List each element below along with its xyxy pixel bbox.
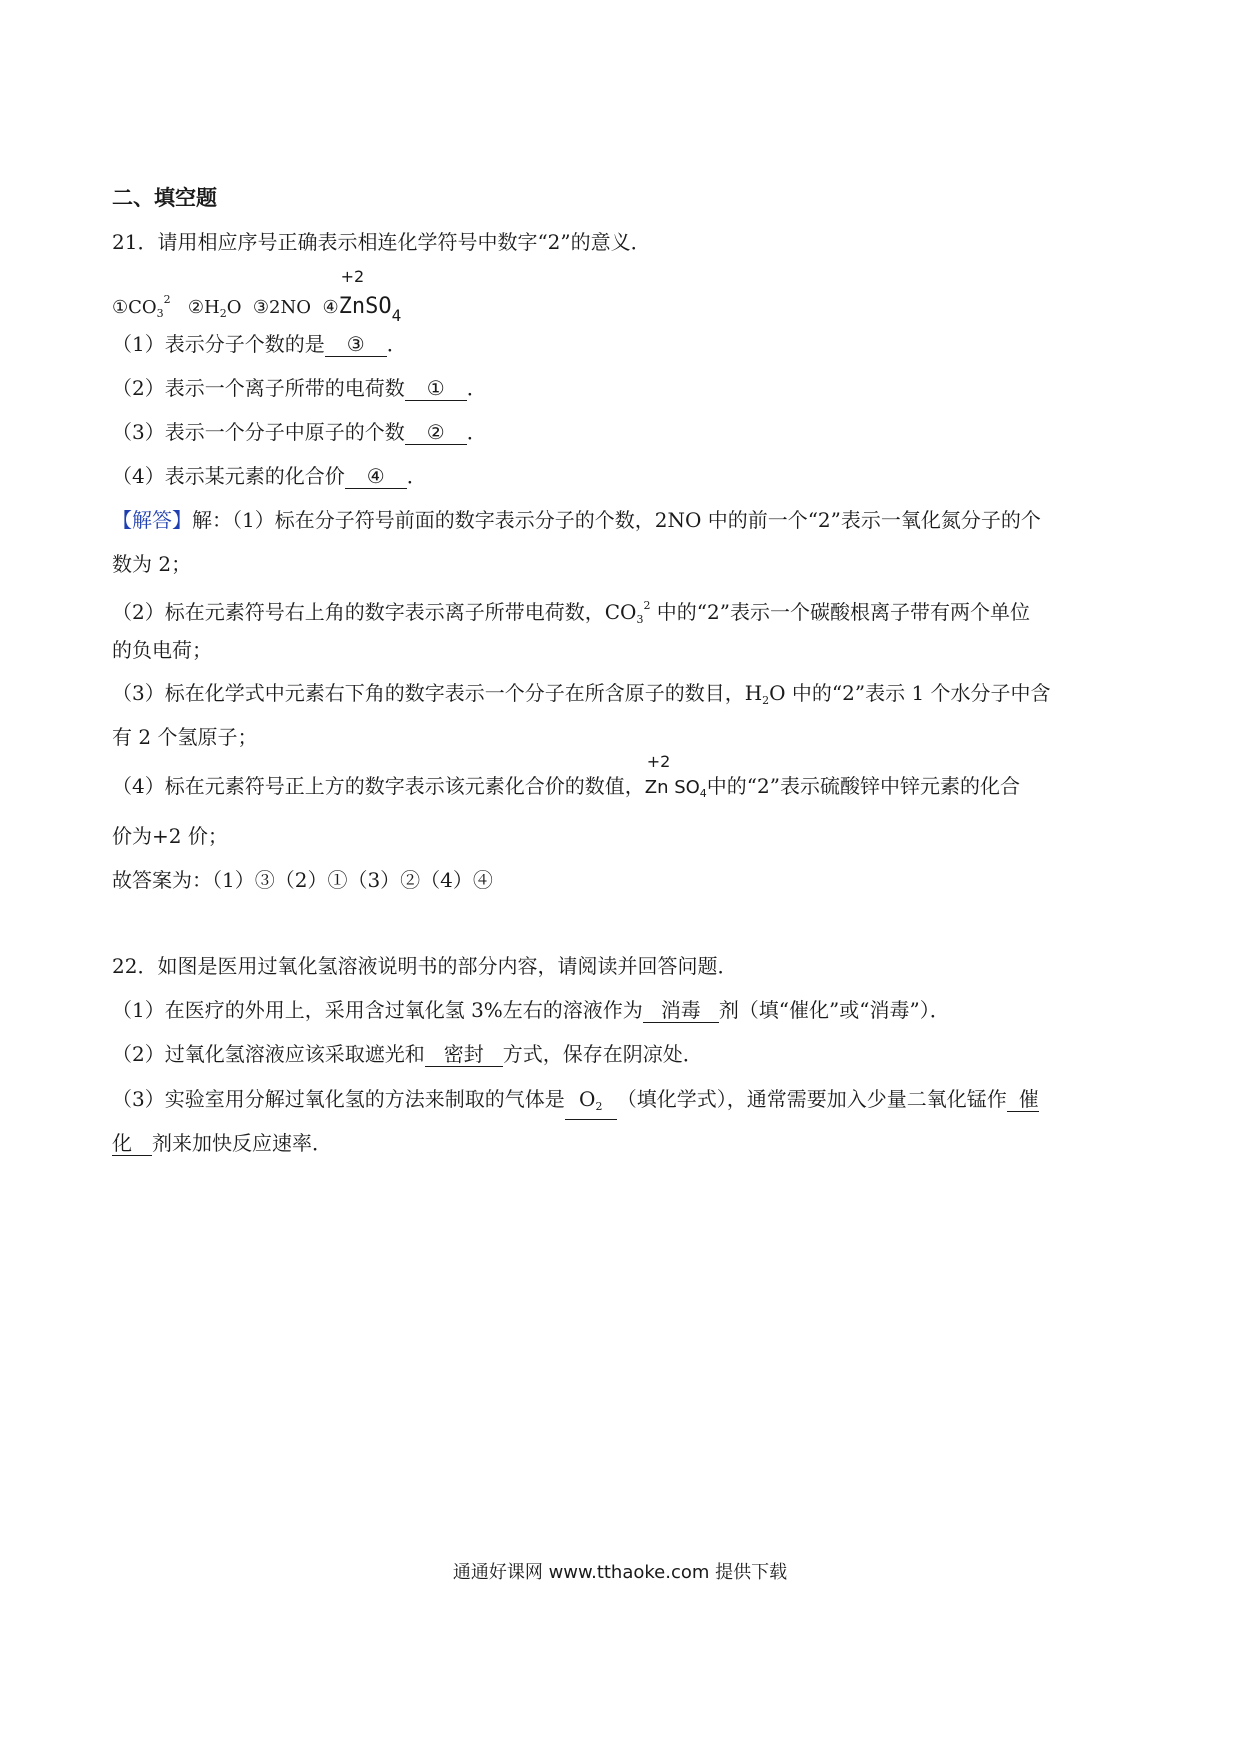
answer-blank: 化 bbox=[112, 1131, 152, 1156]
q21-item-2: （2）表示一个离子所带的电荷数 ① ． bbox=[112, 376, 487, 400]
solution-p4a: （4）标在元素符号正上方的数字表示该元素化合价的数值， +2 Zn $SO_4$中的“2”表示硫酸锌中锌元素的化合 bbox=[112, 772, 1020, 808]
q22-item-3: （3）实验室用分解过氧化氢的方法来制取的气体是 $O_2$ （填化学式），通常需要加入少量二氧化锰作 催 bbox=[112, 1085, 1039, 1120]
q21-item-4: （4）表示某元素的化合价 ④ ． bbox=[112, 464, 427, 488]
q21-symbols bbox=[112, 267, 402, 330]
q21-stem: 21．请用相应序号正确表示相连化学符号中数字“2”的意义． bbox=[112, 230, 651, 254]
q22-item-2: （2）过氧化氢溶液应该采取遮光和 密封 方式，保存在阴凉处． bbox=[112, 1042, 703, 1066]
solution-p2b: 的负电荷； bbox=[112, 638, 212, 662]
answer-blank: ③ bbox=[325, 332, 387, 357]
solution-final: 故答案为：（1）③（2）①（3）②（4）④ bbox=[112, 868, 493, 892]
answer-blank: ② bbox=[405, 420, 467, 445]
footer: 通通好课网 www.tthaoke.com 提供下载 bbox=[452, 1562, 788, 1583]
solution-p1a: 【解答】解：（1）标在分子符号前面的数字表示分子的个数，2NO 中的前一个“2”表示一氧化氮分子的个 bbox=[112, 508, 1041, 532]
q21-item-1: （1）表示分子个数的是 ③ ． bbox=[112, 332, 407, 356]
solution-p4b: 价为+2 价； bbox=[112, 824, 228, 848]
zn-formula: +2 Zn $SO_4$ bbox=[644, 752, 707, 800]
solution-tag: 【解答】 bbox=[112, 508, 192, 532]
solution-p2a: （2）标在元素符号右上角的数字表示离子所带电荷数，$CO_3^2$ 中的“2”表示一个碳酸根离子带有两个单位 bbox=[112, 599, 1030, 626]
solution-p3b: 有 2 个氢原子； bbox=[112, 725, 258, 749]
answer-blank: 催 bbox=[1007, 1087, 1039, 1112]
answer-blank: 消毒 bbox=[643, 998, 719, 1023]
q22-item-3-cont: 化 剂来加快反应速率． bbox=[112, 1131, 332, 1155]
answer-blank: ① bbox=[405, 376, 467, 401]
answer-blank: $O_2$ bbox=[565, 1087, 617, 1120]
symbol-2: $②H_2O$ bbox=[187, 297, 242, 320]
answer-blank: ④ bbox=[345, 464, 407, 489]
answer-blank: 密封 bbox=[425, 1042, 503, 1067]
symbol-3: ③2NO bbox=[252, 297, 312, 318]
solution-p1b: 数为 2； bbox=[112, 552, 192, 576]
q22-stem: 22．如图是医用过氧化氢溶液说明书的部分内容，请阅读并回答问题． bbox=[112, 954, 738, 978]
q21-item-3: （3）表示一个分子中原子的个数 ② ． bbox=[112, 420, 487, 444]
solution-p3a: （3）标在化学式中元素右下角的数字表示一个分子在所含原子的数目，$H_2O$ 中的“2”表示 1 个水分子中含 bbox=[112, 681, 1051, 707]
section-title: 二、填空题 bbox=[112, 186, 217, 210]
symbol-1: $①CO_3^2$ bbox=[112, 293, 171, 320]
q22-item-1: （1）在医疗的外用上，采用含过氧化氢 3%左右的溶液作为 消毒 剂（填“催化”或“消毒”）． bbox=[112, 998, 950, 1022]
symbol-4: ④ +2 ZnSO$_4$ bbox=[322, 267, 402, 325]
